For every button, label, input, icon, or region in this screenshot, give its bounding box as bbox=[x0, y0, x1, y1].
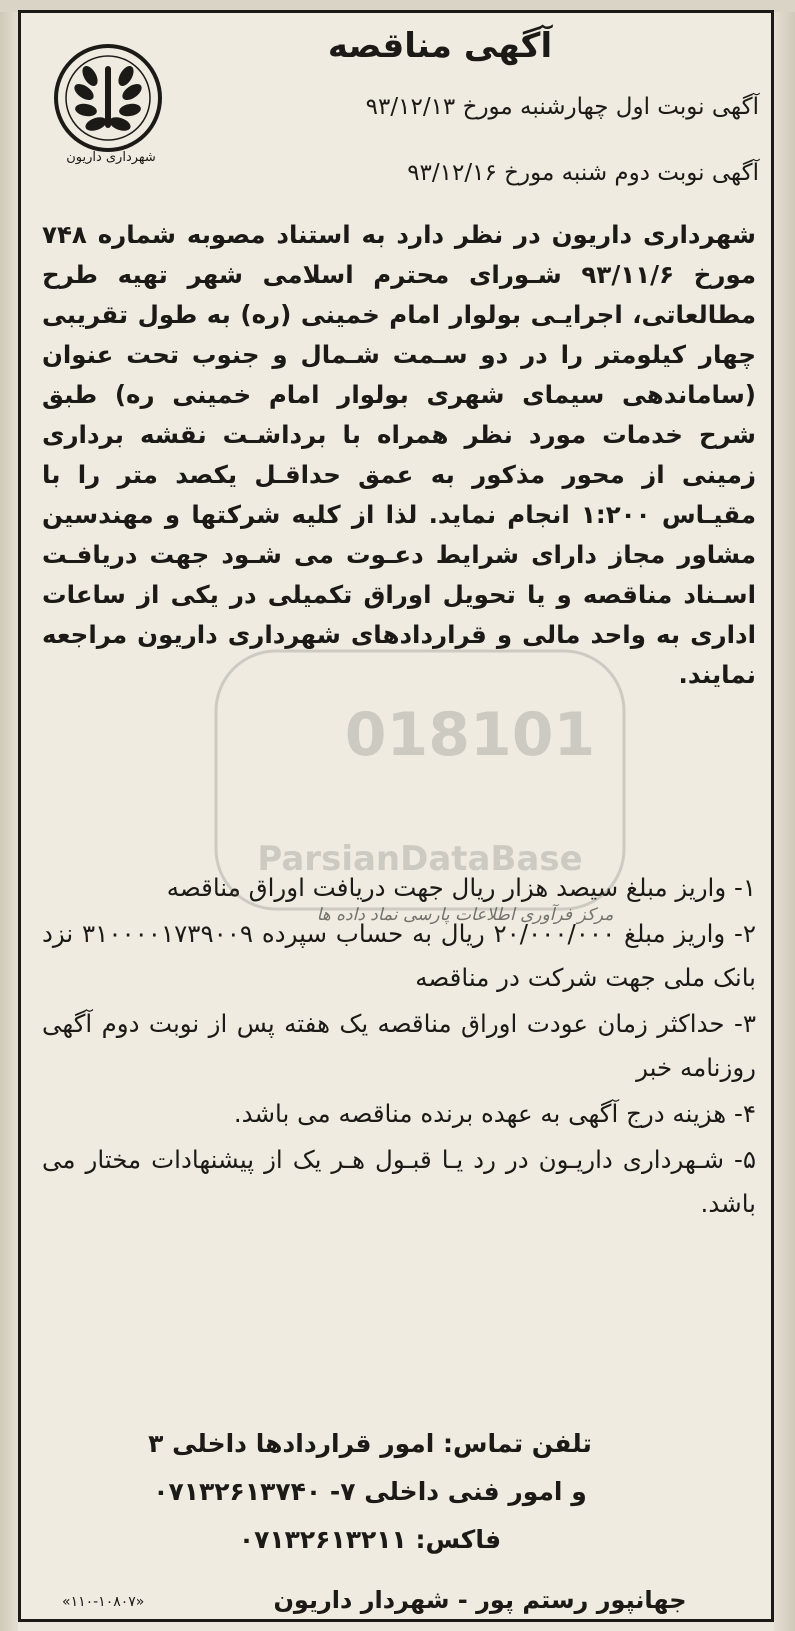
condition-item: ۱- واریز مبلغ سیصد هزار ریال جهت دریافت اوراق مناقصه bbox=[166, 873, 756, 902]
announcement-body bbox=[42, 215, 756, 695]
condition-item: ۳- حداکثر زمان عودت اوراق مناقصه یک هفته پس از نوبت دوم آگهی روزنامه خبر bbox=[42, 1009, 756, 1082]
second-notice-date: آگهی نوبت دوم شنبه مورخ ۹۳/۱۲/۱۶ bbox=[407, 160, 759, 186]
announcement-title: آگهی مناقصه bbox=[327, 26, 553, 66]
signature-line: جهانپور رستم پور - شهردار داریون bbox=[273, 1586, 687, 1614]
left-page-edge bbox=[0, 0, 18, 1631]
logo-caption: شهرداری داریون bbox=[66, 150, 156, 165]
watermark-brand: ParsianDataBase bbox=[257, 839, 583, 879]
first-notice-date: آگهی نوبت اول چهارشنبه مورخ ۹۳/۱۲/۱۳ bbox=[365, 94, 759, 120]
body-paragraph: شهرداری داریون در نظر دارد به استناد مصوبه شماره ۷۴۸ مورخ ۹۳/۱۱/۶ شـورای محترم اسلامی شهر تهیه طرح مطالعاتی، اجرایـی بولوار امام خمینی (ره) به طول تقریبی چهار کیلومتر را در دو سـمت شـمال و جنوب تحت عنوان (ساماندهی سیمای شهری بولوار امام خمینی ره) طبق شرح خدمات مورد نظر همراه با برداشـت نقشه برداری زمینی از محور مذکور به عمق حداقـل یکصد متر را با مقیـاس ۱:۲۰۰ انجام نماید. لذا از کلیه شرکتها و مهندسین مشاور مجاز دارای شرایط دعـوت می شـود جهت دریافـت اسـناد مناقصه و یا تحویل اوراق تکمیلی در یکی از ساعات اداری به واحد مالی و قراردادهای شهرداری داریون مراجعه نمایند. bbox=[42, 220, 757, 689]
condition-item: ۵- شـهرداری داریـون در رد یـا قبـول هـر یک از پیشنهادات مختار می باشد. bbox=[42, 1145, 756, 1218]
contact-fax-line: فاکس: ۰۷۱۳۲۶۱۳۲۱۱ bbox=[238, 1525, 502, 1554]
watermark-caption: مرکز فرآوری اطلاعات پارسی نماد داده ها bbox=[316, 905, 614, 925]
right-page-edge bbox=[774, 0, 795, 1631]
condition-item: ۲- واریز مبلغ ۲۰/۰۰۰/۰۰۰ ریال به حساب سپرده ۳۱۰۰۰۰۱۷۳۹۰۰۹ نزد بانک ملی جهت شرکت در مناقصه bbox=[42, 919, 756, 992]
watermark-number: 018101 bbox=[344, 700, 596, 770]
condition-item: ۴- هزینه درج آگهی به عهده برنده مناقصه می باشد. bbox=[233, 1099, 756, 1128]
contact-phone-line: تلفن تماس: امور قراردادها داخلی ۳ bbox=[148, 1429, 592, 1458]
contact-technical-line: و امور فنی داخلی ۷- ۰۷۱۳۲۶۱۳۷۴۰ bbox=[153, 1477, 587, 1506]
contact-block bbox=[90, 1420, 650, 1564]
ad-code: «۱۱۰-۱۰۸۰۷» bbox=[62, 1594, 145, 1610]
